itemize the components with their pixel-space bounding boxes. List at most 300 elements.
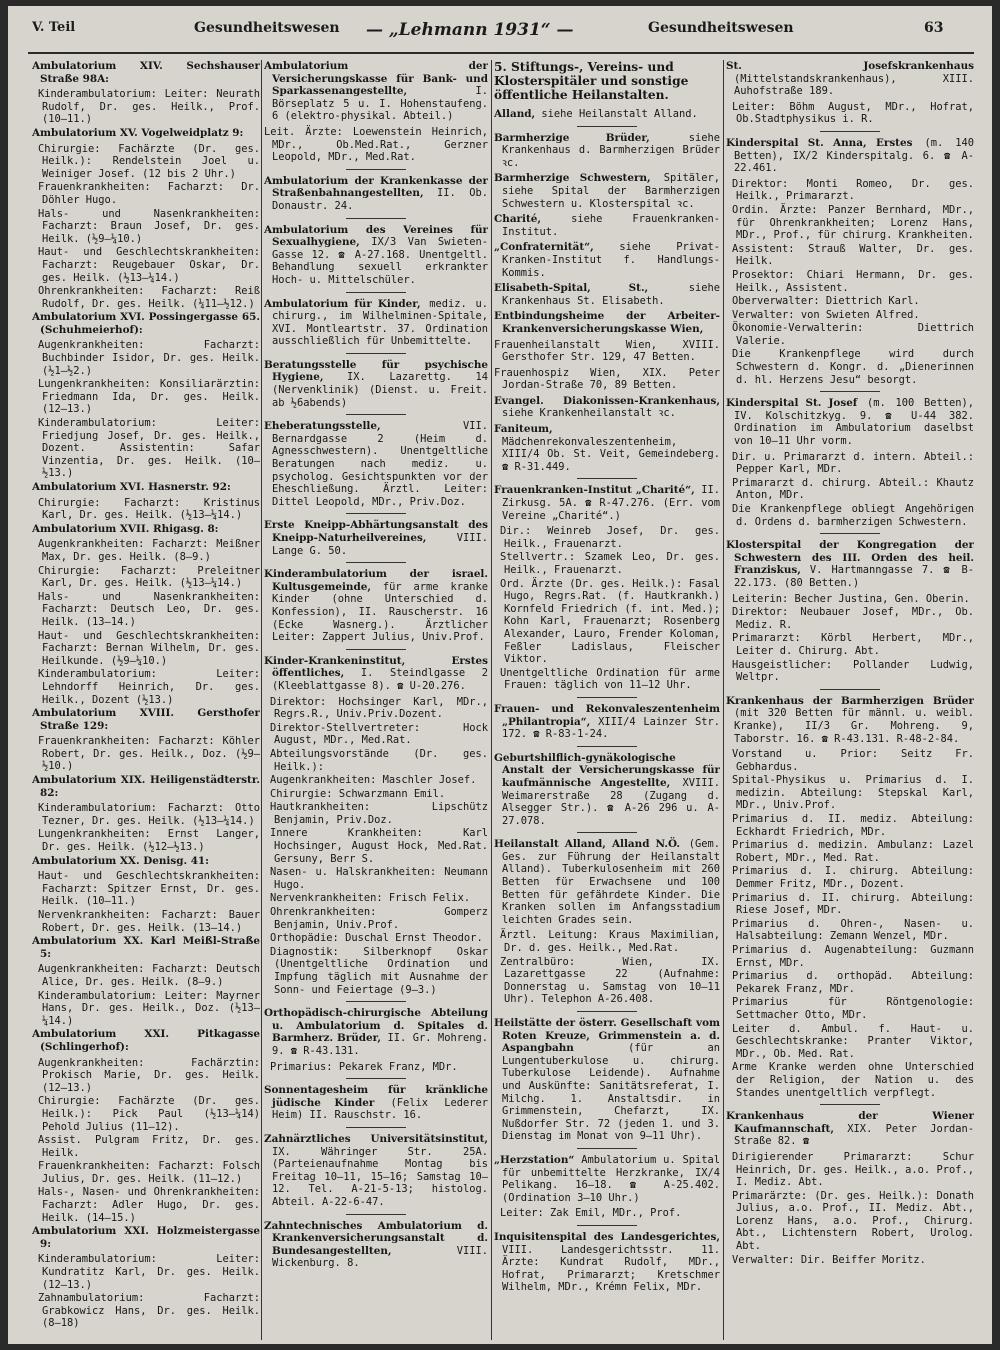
directory-line xyxy=(494,667,720,692)
entry-text: VIII. Wickenburg. 8. xyxy=(272,1244,488,1270)
entry-text: Ökonomie-Verwalterin: Diettrich Valerie. xyxy=(732,322,974,347)
entry-text: Arme Kranke werden ohne Unterschied der Religion, der Nation u. des Standes unentgeltlich verpflegt. xyxy=(732,1061,974,1099)
section-heading: 5. Stiftungs-, Vereins- und Klosterspitäler und sonstige öffentliche Heilanstalten. xyxy=(494,60,689,102)
entry-text: Hautkrankheiten: Lipschütz Benjamin, Priv.Doz. xyxy=(270,801,488,826)
directory-entry xyxy=(32,935,260,960)
directory-line xyxy=(726,865,974,890)
directory-line xyxy=(494,551,720,576)
directory-line xyxy=(32,1253,260,1291)
entry-text: Chirurgie: Fachärzte (Dr. ges. Heilk.): Pick Paul (½13–¼14) Pehold Julius (11–12). xyxy=(38,1095,260,1133)
entry-heading: Charité, xyxy=(494,213,542,226)
entry-text: Primarius d. orthopäd. Abteilung: Pekarek Franz, MDr. xyxy=(732,970,974,995)
directory-entry xyxy=(32,1225,260,1250)
entry-text: siehe Frauenkranken-Institut. xyxy=(502,213,720,238)
entry-text: Primarius d. Augenabteilung: Guzmann Ernst, MDr. xyxy=(732,944,974,969)
entry-text: Orthopädie: Duschal Ernst Theodor. xyxy=(270,932,483,945)
directory-line xyxy=(726,1061,974,1099)
directory-entry xyxy=(494,213,720,238)
entry-heading: Frauenkranken-Institut „Charité“, xyxy=(494,484,695,497)
directory-entry xyxy=(494,310,720,335)
entry-heading: Krankenhaus der Wiener Kaufmannschaft, xyxy=(726,1110,974,1135)
directory-line xyxy=(726,348,974,386)
entry-separator xyxy=(577,746,637,747)
column-divider xyxy=(491,60,492,1340)
entry-text: IX/3 Van Swieten-Gasse 12. ☎ A-27.168. Unentgeltl. Behandlung sexuell erkrankter Hoch- u. Mittelschüler. xyxy=(272,236,488,286)
directory-entry xyxy=(726,60,974,98)
column-divider xyxy=(261,60,262,1340)
entry-text: V. Hartmanngasse 7. ☎ B-22.173. (80 Betten.) xyxy=(734,564,974,589)
directory-line xyxy=(726,503,974,528)
entry-text: Assist. Pulgram Fritz, Dr. ges. Heilk. xyxy=(38,1134,260,1159)
entry-text: Ohrenkrankheiten: Gomperz Benjamin, Univ.Prof. xyxy=(270,906,488,931)
directory-entry xyxy=(726,137,974,175)
entry-text: Unentgeltliche Ordination für arme Frauen: täglich von 11–12 Uhr. xyxy=(500,666,720,692)
entry-text: Direktor: Neubauer Josef, MDr., Ob. Mediz. R. xyxy=(732,606,974,631)
entry-text: Chirurgie: Facharzt: Kristinus Karl, Dr. ges. Heilk. (½13–¼14.) xyxy=(38,496,260,522)
entry-text: Lungenkrankheiten: Konsiliarärztin: Friedmann Ida, Dr. ges. Heilk. (12–13.) xyxy=(38,378,260,416)
directory-entry xyxy=(32,311,260,336)
entry-heading: Alland, xyxy=(494,108,536,120)
entry-heading: Orthopädisch-chirurgische Abteilung u. Ambulatorium d. Spitales d. Barmherz. Brüder, xyxy=(264,1007,488,1045)
directory-line xyxy=(32,735,260,773)
entry-separator xyxy=(346,649,406,650)
entry-text: VIII. Lange G. 50. xyxy=(272,532,488,557)
directory-entry xyxy=(494,172,720,210)
directory-line xyxy=(726,593,974,606)
entry-text: Primarius für Röntgenologie: Settmacher Otto, MDr. xyxy=(732,996,974,1021)
entry-text: I. Steindlgasse 2 (Kleeblattgasse 8). ☎ U-20.276. xyxy=(272,667,488,692)
entry-text: (m. 140 Betten), IX/2 Kinderspitalg. 6. ☎ A-22.461. xyxy=(734,136,974,175)
directory-line xyxy=(32,378,260,416)
directory-line xyxy=(32,630,260,668)
entry-text: Hausgeistlicher: Pollander Ludwig, Weltpr. xyxy=(732,658,974,684)
directory-entry xyxy=(264,175,488,213)
entry-heading: Heilstätte der österr. Gesellschaft vom Roten Kreuze, Grimmenstein a. d. Aspangbahn xyxy=(494,1017,720,1055)
entry-heading: „Herzstation“ xyxy=(494,1153,575,1166)
entry-separator xyxy=(346,1214,406,1215)
entry-heading: Elisabeth-Spital, St., xyxy=(494,282,649,295)
directory-line xyxy=(726,477,974,502)
entry-heading: Kinderspital St. Anna, Erstes xyxy=(726,136,913,149)
page-number: 63 xyxy=(924,20,944,36)
entry-text: Vorstand u. Prior: Seitz Fr. Gebhardus. xyxy=(732,748,974,773)
directory-line xyxy=(494,956,720,1006)
column-1 xyxy=(32,60,260,1340)
entry-heading: Geburtshilflich-gynäkologische Anstalt der Versicherungskasse für kaufmännische Angestellte, xyxy=(494,751,720,789)
directory-entry xyxy=(494,423,720,473)
entry-text: Kinderambulatorium: Leiter: Lehndorff Heinrich, Dr. ges. Heilk., Dozent (½13.) xyxy=(38,668,260,706)
entry-text: Direktor: Monti Romeo, Dr. ges. Heilk., Primararzt. xyxy=(732,177,974,203)
entry-text: Stellvertr.: Szamek Leo, Dr. ges. Heilk., Frauenarzt. xyxy=(500,551,720,576)
entry-text: Nervenkrankheiten: Facharzt: Bauer Robert, Dr. ges. Heilk. (13–14.) xyxy=(38,909,260,934)
entry-text: VII. Bernardgasse 2 (Heim d. Agnesschwestern). Unentgeltliche Beratungen nach mediz. u. psycholog. Gesichtspunkten vor der Eheschließung. Ärztl. Leiter: Dittel Leopold, MDr., Priv.Doz. xyxy=(272,420,488,508)
running-title-center: — „Lehmann 1931“ — xyxy=(366,20,574,40)
entry-heading: Ambulatorium XXI. Pitkagasse (Schlingerhof): xyxy=(32,1028,260,1053)
entry-text: Haut- und Geschlechtskrankheiten: Facharzt: Reugebauer Oskar, Dr. ges. Heilk. (½13–¼14.) xyxy=(38,246,260,284)
entry-text: IX. Lazarettg. 14 (Nervenklinik) (Dienst. u. Freit. ab ½6abends) xyxy=(272,371,488,409)
entry-text: Verwalter: Dir. Beiffer Moritz. xyxy=(732,1253,926,1266)
entry-text: VIII. Landesgerichtsstr. 11. Ärzte: Kundrat Rudolf, MDr., Hofrat, Primararzt; Kretschmer Wilhelm, MDr., Krémn Felix, MDr. xyxy=(502,1243,720,1294)
entry-text: Leiter d. Ambul. f. Haut- u. Geschlechtskranke: Pranter Viktor, MDr., Ob. Med. Rat. xyxy=(732,1022,974,1060)
entry-heading: Ambulatorium XIX. Heiligenstädterstr. 82: xyxy=(32,774,260,799)
directory-line xyxy=(726,309,974,322)
entry-text: mediz. u. chirurg., im Wilhelminen-Spitale, XVI. Montleartstr. 37. Ordination ausschließlich für Unbemittelte. xyxy=(272,297,488,348)
directory-line xyxy=(494,525,720,550)
directory-line xyxy=(726,1151,974,1189)
directory-line xyxy=(726,970,974,995)
directory-line xyxy=(32,285,260,310)
directory-line xyxy=(494,1207,720,1220)
directory-entry xyxy=(264,420,488,508)
entry-text: Hals-, Nasen- und Ohrenkrankheiten: Facharzt: Adler Hugo, Dr. ges. Heilk. (14–15.) xyxy=(38,1186,260,1224)
directory-line xyxy=(494,339,720,364)
directory-line xyxy=(726,813,974,838)
entry-text: Die Krankenpflege obliegt Angehörigen d. Ordens d. barmherzigen Schwestern. xyxy=(732,503,974,528)
entry-text: Oberverwalter: Diettrich Karl. xyxy=(732,295,920,308)
running-title-right: Gesundheitswesen xyxy=(648,20,794,36)
directory-entry xyxy=(494,484,720,522)
entry-text: Direktor: Hochsinger Karl, MDr., Regrs.R., Univ.Priv.Dozent. xyxy=(270,695,488,721)
directory-line xyxy=(32,246,260,284)
entry-separator xyxy=(577,1225,637,1226)
entry-text: (Gem. Ges. zur Führung der Heilanstalt Alland). Tuberkulosenheim mit 260 Betten für Erwachsene und 100 Betten für gefährdete Kinder. Die Kranken sollen im Anfangsstadium leichten Grades sein. xyxy=(502,838,720,926)
entry-text: Mädchenrekonvaleszentenheim, XIII/4 Ob. St. Veit, Gemeindeberg. ☎ R-31.449. xyxy=(502,435,720,473)
entry-text: Kinderambulatorium: Leiter: Neurath Rudolf, Dr. ges. Heilk., Prof. (10–11.) xyxy=(38,88,260,126)
entry-text: Kinderambulatorium: Leiter: Kundratitz Karl, Dr. ges. Heilk. (12–13.) xyxy=(38,1253,260,1291)
directory-line xyxy=(32,339,260,377)
entry-heading: Ambulatorium XX. Karl Meißl-Straße 5: xyxy=(32,935,260,960)
directory-entry xyxy=(264,1133,488,1209)
directory-line xyxy=(264,801,488,826)
directory-line xyxy=(264,866,488,891)
entry-text: (Felix Lederer Heim) II. Rauschstr. 16. xyxy=(272,1096,488,1122)
directory-entry xyxy=(264,298,488,348)
directory-entry xyxy=(494,1154,720,1204)
entry-text: Diagnostik: Silberknopf Oskar (Unentgeltliche Ordination und Impfung täglich mit Ausnahme der Sonn- und Feiertage (9–3.) xyxy=(270,945,488,996)
entry-text: Primarius: Pekarek Franz, MDr. xyxy=(270,1060,458,1073)
entry-text: (mit 320 Betten für männl. u. weibl. Kranke), II/3 Gr. Mohreng. 9, Taborstr. 16. ☎ R-43.131. R-48-2-84. xyxy=(734,707,974,745)
directory-line xyxy=(726,204,974,242)
entry-text: Ärztl. Leitung: Kraus Maximilian, Dr. d. ges. Heilk., Med.Rat. xyxy=(500,929,720,955)
entry-text: für arme kranke Kinder (ohne Unterschied d. Konfession), II. Rauscherstr. 16 (Ecke Wasnerg.). Ärztlicher Leiter: Zappert Julius, Univ.Prof. xyxy=(272,580,488,644)
entry-text: II. Ob. Donaustr. 24. xyxy=(272,187,488,212)
entry-heading: Kinderambulatorium der israel. Kultusgemeinde, xyxy=(264,568,488,593)
directory-line xyxy=(264,722,488,747)
directory-entry xyxy=(494,838,720,926)
entry-text: Dir. u. Primararzt d. intern. Abteil.: Pepper Karl, MDr. xyxy=(732,450,974,476)
directory-line xyxy=(726,774,974,812)
directory-line xyxy=(32,870,260,908)
directory-entry xyxy=(264,1007,488,1057)
entry-heading: Klosterspital der Kongregation der Schwestern des III. Orden des heil. Franziskus, xyxy=(726,539,974,577)
column-2 xyxy=(264,60,488,1340)
entry-separator xyxy=(346,218,406,219)
entry-text: II. Gr. Mohreng. 9. ☎ R-43.131. xyxy=(272,1032,488,1057)
directory-line xyxy=(726,178,974,203)
entry-text: I. Börseplatz 5 u. I. Hohenstaufeng. 6 (elektro-physikal. Abteil.) xyxy=(272,85,488,123)
directory-entry xyxy=(32,481,260,494)
entry-heading: Ambulatorium XVII. Rhigasg. 8: xyxy=(32,522,219,535)
entry-text: Primarius d. II. chirurg. Abteilung: Riese Josef, MDr. xyxy=(732,891,974,917)
book-page xyxy=(8,6,992,1344)
entry-text: Primarius d. II. mediz. Abteilung: Eckhardt Friedrich, MDr. xyxy=(732,813,974,838)
entry-heading: Ambulatorium XXI. Holzmeistergasse 9: xyxy=(32,1225,260,1250)
directory-line xyxy=(32,668,260,706)
entry-text: Augenkrankheiten: Facharzt: Buchbinder Isidor, Dr. ges. Heilk. (½1–½2.) xyxy=(38,339,260,377)
entry-text: Haut- und Geschlechtskrankheiten: Facharzt: Bernan Wilhelm, Dr. ges. Heilkunde. (½9–¼10.) xyxy=(38,629,260,667)
entry-heading: Entbindungsheime der Arbeiter-Krankenversicherungskasse Wien, xyxy=(494,310,720,335)
entry-heading: Kinderspital St. Josef xyxy=(726,397,858,410)
directory-line xyxy=(726,451,974,476)
directory-line xyxy=(726,748,974,773)
entry-text: Innere Krankheiten: Karl Hochsinger, August Hock, Med.Rat. Gersuny, Berr S. xyxy=(270,827,488,865)
entry-text: Ord. Ärzte (Dr. ges. Heilk.): Fasal Hugo, Regrs.Rat. (f. Hautkrankh.) Kornfeld Friedrich (f. int. Med.); Kohn Karl, Frauenarzt; Rosenberg Alexander, Lauro, Frender Koloman, Feßler Ladislaus, Fleischer Viktor. xyxy=(500,577,720,666)
entry-text: Zentralbüro: Wien, IX. Lazarettgasse 22 (Aufnahme: Donnerstag u. Samstag von 10–11 Uhr). Telephon A-26.408. xyxy=(500,955,720,1006)
directory-line xyxy=(32,143,260,181)
directory-entry xyxy=(264,519,488,557)
directory-entry xyxy=(494,1231,720,1294)
entry-separator xyxy=(346,1001,406,1002)
column-3 xyxy=(494,60,720,1340)
entry-text: Frauenkrankheiten: Facharzt: Folsch Julius, Dr. ges. Heilk. (11–12.) xyxy=(38,1160,260,1185)
entry-text: Prosektor: Chiari Hermann, Dr. ges. Heilk., Assistent. xyxy=(732,268,974,294)
directory-line xyxy=(264,906,488,931)
entry-heading: Ambulatorium XX. Denisg. 41: xyxy=(32,854,210,867)
entry-text: siehe Krankenhaus d. Barmherzigen Brüder ꝛc. xyxy=(502,131,720,169)
directory-line xyxy=(32,1134,260,1159)
entry-text: Assistent: Strauß Walter, Dr. ges. Heilk. xyxy=(732,242,974,268)
entry-text: Primarius d. medizin. Ambulanz: Lazel Robert, MDr., Med. Rat. xyxy=(732,839,974,864)
directory-line xyxy=(726,1190,974,1253)
entry-separator xyxy=(820,1104,880,1105)
entry-separator xyxy=(346,1078,406,1079)
entry-separator xyxy=(820,689,880,690)
directory-line xyxy=(726,269,974,294)
directory-line xyxy=(726,295,974,308)
directory-line xyxy=(264,788,488,801)
directory-line xyxy=(264,748,488,773)
entry-heading: Beratungsstelle für psychische Hygiene, xyxy=(264,358,488,384)
entry-text: Chirurgie: Facharzt: Preleitner Karl, Dr. ges. Heilk. (½13–¼14.) xyxy=(38,564,260,590)
entry-text: siehe Heilanstalt Alland. xyxy=(541,108,698,120)
entry-text: Spitäler, siehe Spital der Barmherzigen Schwestern u. Klosterspital ꝛc. xyxy=(502,172,720,210)
entry-separator xyxy=(577,478,637,479)
directory-line xyxy=(264,932,488,945)
entry-heading: Inquisitenspital des Landesgerichtes, xyxy=(494,1230,720,1243)
entry-text: Kinderambulatorium: Leiter: Friedjung Josef, Dr. ges. Heilk., Dozent. Assistentin: Safar Vinzentia, Dr. ges. Heilk. (10–½13.) xyxy=(38,417,260,480)
entry-text: Augenkrankheiten: Facharzt: Meißner Max, Dr. ges. Heilk. (8–9.) xyxy=(38,538,260,563)
entry-heading: Ambulatorium XIV. Sechshauser Straße 98A: xyxy=(32,60,260,85)
directory-line xyxy=(32,565,260,590)
entry-separator xyxy=(346,513,406,514)
directory-entry xyxy=(32,855,260,868)
directory-entry xyxy=(264,1220,488,1270)
directory-line xyxy=(726,1254,974,1267)
entry-text: Lungenkrankheiten: Ernst Langer, Dr. ges. Heilk. (½12–½13.) xyxy=(38,828,260,854)
entry-text: Dirigierender Primararzt: Schur Heinrich, Dr. ges. Heilk., a.o. Prof., I. Mediz. Abt. xyxy=(732,1150,974,1189)
entry-text: Augenkrankheiten: Facharzt: Deutsch Alice, Dr. ges. Heilk. (8–9.) xyxy=(38,963,260,988)
directory-entry xyxy=(494,703,720,741)
entry-heading: Zahnärztliches Universitätsinstitut, xyxy=(264,1132,488,1145)
entry-text: Leiter: Zak Emil, MDr., Prof. xyxy=(500,1207,682,1220)
entry-text: (für an Lungentuberkulose u. chirurg. Tuberkulose Leidende). Aufnahme und Auskünfte: Sanitätsreferat, I. Milchg. 1. Anstaltsdir. in Grimmenstein, Chefarzt, IX. Nußdorfer Str. 72 (jeden 1. und 3. Dienstag im Monat von 9–11 Uhr). xyxy=(502,1042,720,1143)
directory-line xyxy=(32,1095,260,1133)
entry-heading: Ambulatorium der Versicherungskasse für Bank- und Sparkassenangestellte, xyxy=(264,60,488,98)
directory-entry xyxy=(494,108,720,121)
directory-line xyxy=(32,1057,260,1095)
entry-heading: Ambulatorium XVI. Possingergasse 65. (Schuhmeierhof): xyxy=(32,311,260,336)
directory-entry xyxy=(32,707,260,732)
entry-text: Chirurgie: Fachärzte (Dr. ges. Heilk.): Rendelstein Joel u. Weiniger Josef. (12 bis 2 Uhr.) xyxy=(38,142,260,180)
entry-heading: Faniteum, xyxy=(494,423,553,436)
entry-text: Frauenkrankheiten: Facharzt: Dr. Döhler Hugo. xyxy=(38,181,260,206)
entry-text: Verwalter: von Swieten Alfred. xyxy=(732,308,920,321)
entry-separator xyxy=(346,292,406,293)
entry-text: Spital-Physikus u. Primarius d. I. medizin. Abteilung: Stepskal Karl, MDr., Univ.Prof. xyxy=(732,774,974,812)
entry-text: Primararzt: Körbl Herbert, MDr., Leiter d. Chirurg. Abt. xyxy=(732,632,974,657)
entry-text: Nasen- u. Halskrankheiten: Neumann Hugo. xyxy=(270,866,488,891)
entry-heading: Frauen- und Rekonvaleszentenheim „Philantropia“, xyxy=(494,702,720,728)
entry-text: Kinderambulatorium: Facharzt: Otto Tezner, Dr. ges. Heilk. (½13–¼14.) xyxy=(38,802,260,827)
entry-text: siehe Privat-Kranken-Institut f. Handlungs-Kommis. xyxy=(502,241,720,279)
entry-text: II. Zirkusg. 5A. ☎ R-47.276. (Err. vom Vereine „Charité“.) xyxy=(502,484,720,522)
entry-separator xyxy=(346,169,406,170)
entry-separator xyxy=(346,353,406,354)
directory-entry xyxy=(494,395,720,420)
directory-line xyxy=(32,963,260,988)
entry-heading: Ambulatorium der Krankenkasse der Straßenbahnangestellten, xyxy=(264,174,488,200)
entry-heading: Ambulatorium für Kinder, xyxy=(264,297,421,310)
entry-heading: Krankenhaus der Barmherzigen Brüder xyxy=(726,694,974,707)
entry-heading: Barmherzige Brüder, xyxy=(494,131,650,144)
entry-text: Primarius d. I. chirurg. Abteilung: Demmer Fritz, MDr., Dozent. xyxy=(732,865,974,891)
directory-entry xyxy=(264,359,488,409)
entry-heading: Ambulatorium XV. Vogelweidplatz 9: xyxy=(32,126,244,139)
entry-heading: Kinder-Krankeninstitut, Erstes öffentliches, xyxy=(264,654,488,680)
directory-entry xyxy=(494,1017,720,1143)
directory-line xyxy=(264,946,488,996)
directory-entry xyxy=(264,1084,488,1122)
entry-text: Die Krankenpflege wird durch Schwestern d. Kongr. d. „Dienerinnen d. hl. Herzens Jesu“ besorgt. xyxy=(732,348,974,386)
header-rule xyxy=(28,52,974,54)
directory-line xyxy=(726,606,974,631)
directory-line xyxy=(726,918,974,943)
directory-line xyxy=(726,659,974,684)
directory-line xyxy=(32,1292,260,1330)
directory-entry xyxy=(264,224,488,287)
directory-line xyxy=(32,538,260,563)
directory-line xyxy=(264,1061,488,1074)
entry-text: XIII/4 Lainzer Str. 172. ☎ R-83-1-24. xyxy=(502,715,720,741)
directory-line xyxy=(494,929,720,954)
entry-text: Ohrenkrankheiten: Facharzt: Reiß Rudolf, Dr. ges. Heilk. (¼11–½12.) xyxy=(38,285,260,310)
column-divider xyxy=(723,60,724,1340)
directory-line xyxy=(32,497,260,522)
directory-entry xyxy=(726,695,974,745)
directory-line xyxy=(726,892,974,917)
directory-line xyxy=(726,839,974,864)
entry-separator xyxy=(577,1011,637,1012)
directory-line xyxy=(264,696,488,721)
entry-text: Primararzt d. chirurg. Abteil.: Khautz Anton, MDr. xyxy=(732,476,974,502)
directory-line xyxy=(264,892,488,905)
directory-entry xyxy=(494,752,720,828)
directory-line xyxy=(264,126,488,164)
entry-text: Haut- und Geschlechtskrankheiten: Facharzt: Spitzer Ernst, Dr. ges. Heilk. (10–11.) xyxy=(38,870,260,908)
entry-heading: St. Josefskrankenhaus xyxy=(726,60,974,72)
entry-text: Direktor-Stellvertreter: Hock August, MDr., Med.Rat. xyxy=(270,721,488,747)
entry-text: Leit. Ärzte: Loewenstein Heinrich, MDr., Ob.Med.Rat., Gerzner Leopold, MDr., Med.Rat. xyxy=(264,125,488,164)
entry-text: Augenkrankheiten: Fachärztin: Prokisch Marie, Dr. ges. Heilk. (12–13.) xyxy=(38,1056,260,1094)
entry-text: Primarius d. Ohren-, Nasen- u. Halsabteilung: Zemann Wenzel, MDr. xyxy=(732,917,974,943)
directory-line xyxy=(32,828,260,853)
directory-line xyxy=(264,774,488,787)
entry-text: Ambulatorium u. Spital für unbemittelte Herzkranke, IX/4 Pelikang. 16–18. ☎ A-25.402. (Ordination 3–10 Uhr.) xyxy=(502,1153,720,1204)
entry-text: Dir.: Weinreb Josef, Dr. ges. Heilk., Frauenarzt. xyxy=(500,525,720,550)
directory-line xyxy=(32,909,260,934)
entry-separator xyxy=(346,1127,406,1128)
directory-entry xyxy=(494,132,720,170)
entry-separator xyxy=(820,391,880,392)
entry-heading: Erste Kneipp-Abhärtungsanstalt des Kneipp-Naturheilvereines, xyxy=(264,519,488,544)
directory-line xyxy=(32,990,260,1028)
part-label: V. Teil xyxy=(32,20,76,35)
entry-heading: Evangel. Diakonissen-Krankenhaus, xyxy=(494,394,720,407)
entry-heading: Eheberatungsstelle, xyxy=(264,420,381,433)
directory-line xyxy=(726,996,974,1021)
directory-entry xyxy=(264,60,488,123)
entry-separator xyxy=(346,414,406,415)
entry-separator xyxy=(820,131,880,132)
entry-text: Frauenkrankheiten: Facharzt: Köhler Robert, Dr. ges. Heilk., Doz. (½9–½10.) xyxy=(38,735,260,773)
directory-entry xyxy=(726,1110,974,1148)
directory-entry xyxy=(32,1028,260,1053)
directory-entry xyxy=(32,60,260,85)
entry-separator xyxy=(577,1148,637,1149)
directory-entry xyxy=(264,568,488,644)
directory-entry xyxy=(32,774,260,799)
entry-text: Augenkrankheiten: Maschler Josef. xyxy=(270,774,477,787)
directory-entry xyxy=(264,655,488,693)
directory-entry xyxy=(32,523,260,536)
entry-separator xyxy=(346,562,406,563)
directory-entry xyxy=(726,539,974,589)
entry-text: Leiter: Böhm August, MDr., Hofrat, Ob.Stadtphysikus i. R. xyxy=(732,100,974,126)
directory-entry xyxy=(726,397,974,447)
entry-text: Zahnambulatorium: Facharzt: Grabkowicz Hans, Dr. ges. Heilk. (8–18) xyxy=(38,1292,260,1330)
entry-text: (m. 100 Betten), IV. Kolschitzkyg. 9. ☎ U-44 382. Ordination im Ambulatorium daselbst von 10–11 Uhr vorm. xyxy=(734,397,974,448)
directory-line xyxy=(264,827,488,865)
directory-line xyxy=(32,802,260,827)
entry-text: Chirurgie: Schwarzmann Emil. xyxy=(270,787,446,800)
directory-line xyxy=(32,181,260,206)
entry-heading: Ambulatorium XVIII. Gersthofer Straße 129: xyxy=(32,707,260,732)
entry-text: Abteilungsvorstände (Dr. ges. Heilk.): xyxy=(270,747,488,773)
directory-entry xyxy=(494,241,720,279)
running-title-left: Gesundheitswesen xyxy=(194,20,340,36)
entry-text: Frauenheilanstalt Wien, XVIII. Gersthofer Str. 129, 47 Betten. xyxy=(494,338,720,364)
entry-heading: Zahntechnisches Ambulatorium d. Krankenversicherungsanstalt d. Bundesangestellten, xyxy=(264,1219,488,1257)
entry-heading: Barmherzige Schwestern, xyxy=(494,172,651,185)
directory-line xyxy=(494,367,720,392)
directory-line xyxy=(32,88,260,126)
entry-text: Nervenkrankheiten: Frisch Felix. xyxy=(270,892,471,905)
entry-text: Ordin. Ärzte: Panzer Bernhard, MDr., für Ohrenkrankheiten; Lorenz Hans, MDr., Prof., für chirurg. Krankheiten. xyxy=(732,203,974,242)
entry-separator xyxy=(820,533,880,534)
directory-line xyxy=(726,632,974,657)
directory-line xyxy=(32,417,260,480)
entry-text: Kinderambulatorium: Leiter: Mayrner Hans, Dr. ges. Heilk., Doz. (½13–¼14.) xyxy=(38,989,260,1027)
